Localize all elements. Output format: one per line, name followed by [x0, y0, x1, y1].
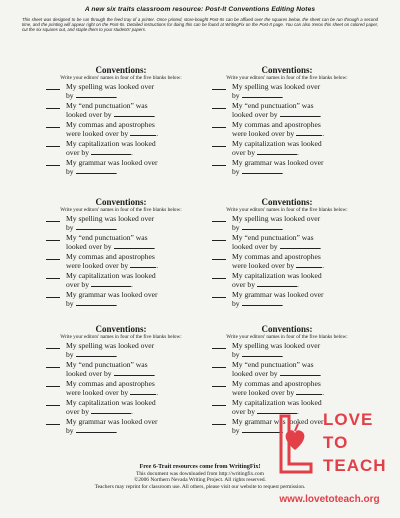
checkbox-blank [212, 348, 226, 349]
checklist-item: My commas and apostrophes were looked over by . [38, 253, 204, 270]
checkbox-blank [46, 221, 60, 222]
checklist-item: My commas and apostrophes were looked over by . [204, 121, 370, 138]
checklist-item: My spelling was looked over by . [204, 83, 370, 100]
checkbox-blank [212, 127, 226, 128]
checkbox-blank [212, 405, 226, 406]
checkbox-blank [46, 348, 60, 349]
name-blank [91, 280, 131, 287]
name-blank [296, 129, 322, 136]
checklist-item: My spelling was looked over by . [38, 215, 204, 232]
checkbox-blank [46, 146, 60, 147]
name-blank [114, 369, 154, 376]
box-subtitle: Write your editors' names in four of the five blanks below: [226, 75, 348, 81]
conventions-note-box [204, 65, 370, 176]
checklist-item: My commas and apostrophes were looked over by . [38, 121, 204, 138]
box-subtitle: Write your editors' names in four of the five blanks below: [226, 207, 348, 213]
checklist-item: My commas and apostrophes were looked over by . [204, 253, 370, 270]
checkbox-blank [212, 108, 226, 109]
checkbox-blank [46, 127, 60, 128]
checkbox-blank [212, 146, 226, 147]
conventions-note-box [38, 65, 204, 176]
name-blank [76, 299, 116, 306]
instructions-paragraph: This sheet was designed to be run through the feed tray of a printer. Once printed, store-bought Post-Its can be affixed over the squares below, the sheet can be run through a second time, and the printing will appear right on the Post-Its. Detailed instructions for doing this can be found at WritingFix on the Post-It page. You can also Xerox this sheet on colored paper, cut the six squares out, and staple them to your students' papers. [22, 17, 378, 33]
name-blank [76, 426, 116, 433]
checklist-item: My spelling was looked over by . [204, 342, 370, 359]
name-blank [280, 242, 320, 249]
box-title: Conventions: [95, 65, 147, 75]
box-subtitle: Write your editors' names in four of the five blanks below: [60, 75, 182, 81]
logo-word-love: LOVE [323, 410, 374, 429]
checklist-item: My “end punctuation” was looked over by . [38, 234, 204, 251]
name-blank [114, 242, 154, 249]
logo-word-teach: TEACH [323, 456, 387, 475]
checklist-item: My “end punctuation” was looked over by . [204, 361, 370, 378]
checklist-item: My grammar was looked over by . [204, 418, 370, 435]
checklist-item: My capitalization was looked over by . [38, 272, 204, 289]
box-subtitle: Write your editors' names in four of the five blanks below: [60, 334, 182, 340]
name-blank [91, 407, 131, 414]
page-title: A new six traits classroom resource: Post-It Conventions Editing Notes [84, 6, 316, 13]
checkbox-blank [46, 297, 60, 298]
checklist-item: My grammar was looked over by . [38, 159, 204, 176]
box-title: Conventions: [261, 65, 313, 75]
name-blank [76, 91, 116, 98]
logo-url: www.lovetoteach.org [279, 494, 380, 505]
checklist-item: My spelling was looked over by . [38, 342, 204, 359]
checkbox-blank [46, 367, 60, 368]
checkbox-blank [212, 165, 226, 166]
checkbox-blank [46, 240, 60, 241]
checklist-item: My capitalization was looked over by . [204, 140, 370, 157]
checklist-item: My capitalization was looked over by . [204, 272, 370, 289]
footer-source: This document was downloaded from http://writingfix.com [136, 470, 264, 477]
checklist-item: My capitalization was looked over by . [38, 140, 204, 157]
checkbox-blank [212, 240, 226, 241]
checkbox-blank [212, 367, 226, 368]
box-title: Conventions: [95, 197, 147, 207]
footer-copyright: ©2006 Northern Nevada Writing Project. All rights reserved. [134, 477, 266, 484]
footer-title: Free 6-Trait resources come from WritingFix! [139, 463, 261, 470]
name-blank [130, 129, 156, 136]
checklist-item: My “end punctuation” was looked over by . [204, 102, 370, 119]
footer-permission: Teachers may reprint for classroom use. All others, please visit our website to request permission. [94, 483, 306, 490]
checkbox-blank [46, 165, 60, 166]
checkbox-blank [212, 259, 226, 260]
name-blank [280, 369, 320, 376]
box-title: Conventions: [95, 324, 147, 334]
checklist-item: My “end punctuation” was looked over by . [204, 234, 370, 251]
name-blank [242, 350, 282, 357]
name-blank [76, 350, 116, 357]
checkbox-blank [212, 386, 226, 387]
checklist-item: My capitalization was looked over by . [204, 399, 370, 416]
checkbox-blank [46, 405, 60, 406]
conventions-note-box [38, 197, 204, 308]
checkbox-blank [212, 297, 226, 298]
name-blank [242, 223, 282, 230]
checklist-item: My grammar was looked over by . [38, 291, 204, 308]
name-blank [114, 110, 154, 117]
checklist-item: My grammar was looked over by . [204, 291, 370, 308]
checkbox-blank [212, 278, 226, 279]
checklist-item: My “end punctuation” was looked over by . [38, 361, 204, 378]
name-blank [257, 148, 297, 155]
checkbox-blank [212, 424, 226, 425]
checklist-item: My grammar was looked over by . [38, 418, 204, 435]
name-blank [242, 167, 282, 174]
conventions-note-box [204, 197, 370, 308]
checklist-item: My commas and apostrophes were looked over by . [38, 380, 204, 397]
checklist-item: My commas and apostrophes were looked over by . [204, 380, 370, 397]
name-blank [130, 261, 156, 268]
apple-heart-icon [271, 412, 319, 476]
checklist-item: My spelling was looked over by . [38, 83, 204, 100]
logo-word-to: TO [323, 433, 349, 452]
name-blank [242, 299, 282, 306]
name-blank [91, 148, 131, 155]
name-blank [242, 91, 282, 98]
checkbox-blank [212, 89, 226, 90]
checkbox-blank [46, 89, 60, 90]
box-subtitle: Write your editors' names in four of the five blanks below: [60, 207, 182, 213]
checklist-item: My capitalization was looked over by . [38, 399, 204, 416]
conventions-note-box [38, 324, 204, 435]
name-blank [76, 223, 116, 230]
name-blank [130, 388, 156, 395]
name-blank [257, 280, 297, 287]
checkbox-blank [212, 221, 226, 222]
checkbox-blank [46, 259, 60, 260]
box-title: Conventions: [261, 197, 313, 207]
name-blank [76, 167, 116, 174]
checkbox-blank [46, 278, 60, 279]
name-blank [296, 388, 322, 395]
checkbox-blank [46, 424, 60, 425]
checkbox-blank [46, 386, 60, 387]
checklist-item: My spelling was looked over by . [204, 215, 370, 232]
love-to-teach-watermark [267, 402, 392, 514]
checklist-item: My “end punctuation” was looked over by . [38, 102, 204, 119]
checkbox-blank [46, 108, 60, 109]
name-blank [296, 261, 322, 268]
box-subtitle: Write your editors' names in four of the five blanks below: [226, 334, 348, 340]
name-blank [280, 110, 320, 117]
checklist-item: My grammar was looked over by . [204, 159, 370, 176]
box-title: Conventions: [261, 324, 313, 334]
